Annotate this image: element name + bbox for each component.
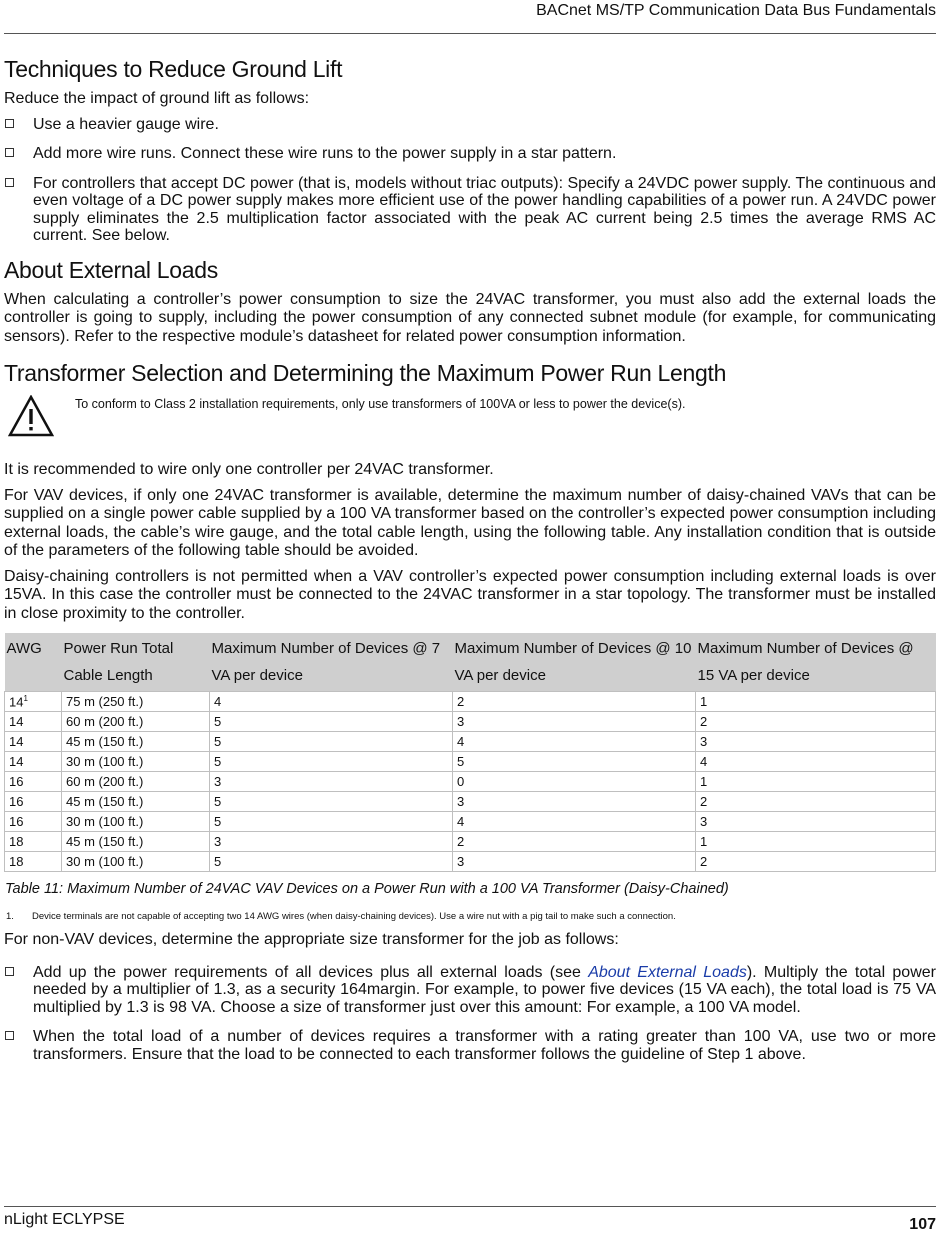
table-cell: 60 m (200 ft.): [62, 712, 210, 732]
about-external-loads-link[interactable]: About External Loads: [588, 963, 747, 981]
table-header-15va: Maximum Number of Devices @ 15 VA per device: [696, 633, 936, 692]
table-header-10va: Maximum Number of Devices @ 10 VA per device: [453, 633, 696, 692]
table-cell: 3: [696, 732, 936, 752]
non-vav-list: [4, 964, 936, 1064]
list-item: [4, 1028, 936, 1063]
list-item-text: When the total load of a number of devices requires a transformer with a rating greater than 100 VA, use two or more transformers. Ensure that the load to be connected to each transformer follows the guideline of Step 1 above.: [33, 1028, 936, 1063]
table-row: [5, 752, 936, 772]
table-header-7va: Maximum Number of Devices @ 7 VA per device: [210, 633, 453, 692]
table-cell: 3: [453, 792, 696, 812]
table-cell: 2: [696, 792, 936, 812]
page-number: 107: [909, 1216, 936, 1233]
table-cell: 4: [453, 732, 696, 752]
list-item: [4, 145, 936, 163]
warning-triangle-icon: [8, 395, 54, 437]
non-vav-intro: For non-VAV devices, determine the appropriate size transformer for the job as follows:: [4, 931, 619, 948]
table-cell: 5: [210, 792, 453, 812]
table-cell: 2: [453, 692, 696, 712]
table-row: [5, 772, 936, 792]
table-cell: 14: [5, 752, 62, 772]
table-cell: 14: [5, 732, 62, 752]
page-header-title: BACnet MS/TP Communication Data Bus Fundamentals: [536, 2, 936, 19]
table-cell: 3: [210, 772, 453, 792]
table-cell: 1: [696, 692, 936, 712]
table-cell: 5: [210, 852, 453, 872]
table-row: [5, 832, 936, 852]
footnote: [6, 911, 936, 922]
table-row: [5, 732, 936, 752]
list-item-text: Add more wire runs. Connect these wire runs to the power supply in a star pattern.: [33, 145, 617, 162]
transformer-paragraph: Daisy-chaining controllers is not permitted when a VAV controller’s expected power consumption including external loads is over 15VA. In this case the controller must be connected to the 24VAC transformer in a star topology. The transformer must be installed in close proximity to the controller.: [4, 567, 936, 622]
table-cell: 45 m (150 ft.): [62, 832, 210, 852]
table-cell: 75 m (250 ft.): [62, 692, 210, 712]
table-cell: 1: [696, 832, 936, 852]
table-cell: 3: [696, 812, 936, 832]
max-devices-table: [4, 633, 936, 872]
table-cell: 5: [210, 712, 453, 732]
table-cell: 5: [210, 812, 453, 832]
external-loads-body: When calculating a controller’s power consumption to size the 24VAC transformer, you must also add the external loads the controller is going to supply, including the power consumption of any connected subnet module (for example, for communicating sensors). Refer to the respective module’s datasheet for related power consumption information.: [4, 290, 936, 345]
section-title-transformer: Transformer Selection and Determining the Maximum Power Run Length: [4, 360, 727, 386]
table-cell: 14: [5, 712, 62, 732]
table-cell: 5: [210, 752, 453, 772]
list-item-text: For controllers that accept DC power (that is, models without triac outputs): Specify a 24VDC power supply. The continuous and even voltage of a DC power supply makes more efficient use of the power handling capabilities of a power run. A 24VDC power supply eliminates the 2.5 multiplication factor associated with the peak AC current being 2.5 times the average RMS AC current. See below.: [33, 174, 936, 244]
table-cell: 18: [5, 852, 62, 872]
table-cell: 2: [696, 852, 936, 872]
checkbox-bullet-icon: [5, 967, 14, 976]
table-cell: 16: [5, 772, 62, 792]
table-cell: 30 m (100 ft.): [62, 812, 210, 832]
table-cell: 5: [453, 752, 696, 772]
table-header-length: Power Run Total Cable Length: [62, 633, 210, 692]
footer-divider: [4, 1206, 936, 1207]
table-cell: 2: [453, 832, 696, 852]
list-item: [4, 116, 936, 134]
checkbox-bullet-icon: [5, 119, 14, 128]
ground-lift-intro: Reduce the impact of ground lift as follows:: [4, 90, 310, 107]
page-content: [4, 56, 936, 1075]
table-cell: 3: [453, 852, 696, 872]
table-row: [5, 792, 936, 812]
table-header-awg: AWG: [5, 633, 62, 692]
list-item: [4, 175, 936, 245]
section-title-ground-lift: Techniques to Reduce Ground Lift: [4, 56, 343, 82]
table-cell: 16: [5, 792, 62, 812]
checkbox-bullet-icon: [5, 178, 14, 187]
table-row: [5, 852, 936, 872]
footnote-marker: 1: [23, 693, 28, 703]
footnote-text: Device terminals are not capable of accepting two 14 AWG wires (when daisy-chaining devices). Use a wire nut with a pig tail to make such a connection.: [32, 911, 676, 922]
footer-product-name: nLight ECLYPSE: [4, 1211, 125, 1228]
table-row: [5, 692, 936, 712]
footnote-number: 1.: [6, 911, 14, 922]
table-cell: 4: [453, 812, 696, 832]
checkbox-bullet-icon: [5, 148, 14, 157]
table-row: [5, 712, 936, 732]
checkbox-bullet-icon: [5, 1031, 14, 1040]
header-divider: [4, 33, 936, 34]
list-item-text-before: Add up the power requirements of all devices plus all external loads (see: [33, 963, 589, 981]
table-caption: Table 11: Maximum Number of 24VAC VAV Devices on a Power Run with a 100 VA Transformer (Daisy-Chained): [5, 881, 729, 897]
transformer-paragraph: For VAV devices, if only one 24VAC transformer is available, determine the maximum number of daisy-chained VAVs that can be supplied on a single power cable supplied by a 100 VA transformer based on the controller’s expected power consumption including external loads, the cable’s wire gauge, and the total cable length, using the following table. Any installation condition that is outside of the parameters of the following table should be avoided.: [4, 486, 936, 559]
table-cell: 60 m (200 ft.): [62, 772, 210, 792]
warning-callout: [4, 395, 936, 445]
table-cell: 30 m (100 ft.): [62, 752, 210, 772]
table-cell: 30 m (100 ft.): [62, 852, 210, 872]
section-title-external-loads: About External Loads: [4, 256, 218, 283]
table-header-row: [5, 633, 936, 692]
table-cell: 45 m (150 ft.): [62, 732, 210, 752]
ground-lift-list: [4, 116, 936, 245]
table-cell: 0: [453, 772, 696, 792]
warning-text: To conform to Class 2 installation requirements, only use transformers of 100VA or less to power the device(s).: [75, 397, 686, 411]
table-cell: 2: [696, 712, 936, 732]
list-item-text-after: ). Multiply the total power needed by a multiplier of 1.3, as a security 164margin. For example, to power five devices (15 VA each), the total load is 75 VA multiplied by 1.3 is 98 VA. Choose a size of transformer just over this amount: For example, a 100 VA model.: [33, 963, 936, 1016]
transformer-paragraph: It is recommended to wire only one controller per 24VAC transformer.: [4, 461, 494, 478]
table-cell: $14^1$: [5, 692, 62, 712]
table-cell: 4: [210, 692, 453, 712]
list-item: [4, 964, 936, 1017]
table-cell: 4: [696, 752, 936, 772]
table-cell: 1: [696, 772, 936, 792]
table-cell: 16: [5, 812, 62, 832]
list-item-text: Use a heavier gauge wire.: [33, 115, 219, 133]
table-cell: 3: [210, 832, 453, 852]
table-cell: 18: [5, 832, 62, 852]
table-row: [5, 812, 936, 832]
table-cell: 45 m (150 ft.): [62, 792, 210, 812]
table-cell: 3: [453, 712, 696, 732]
table-body: [5, 692, 936, 872]
table-cell: 5: [210, 732, 453, 752]
